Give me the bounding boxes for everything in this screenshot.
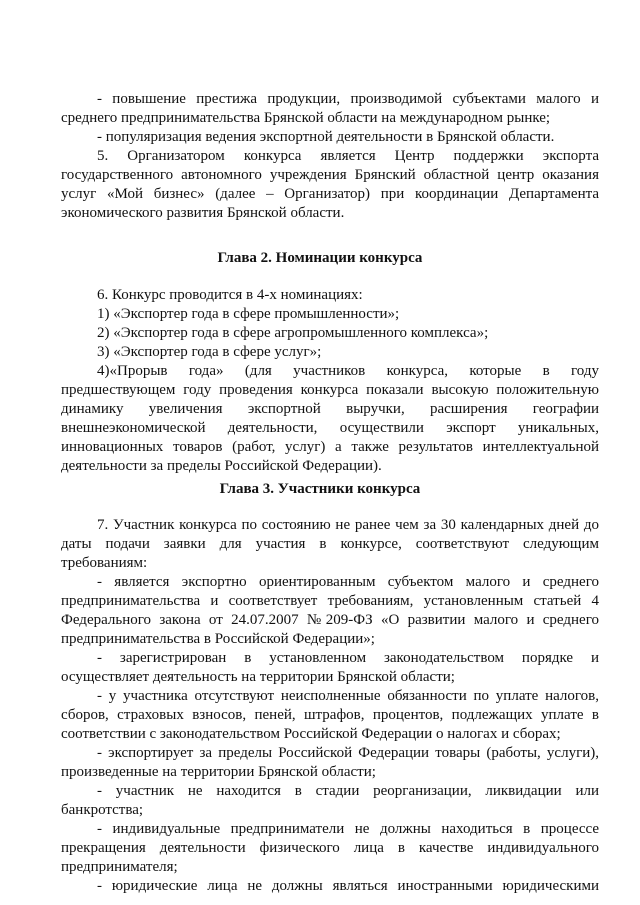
text-line: соответствии с законодательством Российской Федерации о налогах и сборах; — [61, 726, 561, 742]
text-line: - зарегистрирован в установленном законодательством порядке и — [97, 650, 599, 666]
text-line: - юридические лица не должны являться иностранными юридическими — [97, 878, 599, 894]
text-line: услуг «Мой бизнес» (далее – Организатор) при координации Департамента — [61, 186, 599, 202]
text-line: банкротства; — [61, 802, 144, 818]
text-line: динамику увеличения экспортной выручки, расширения географии — [61, 401, 599, 417]
text-line: среднего предпринимательства Брянской области на международном рынке; — [61, 110, 551, 126]
text-line: даты подачи заявки для участия в конкурсе, соответствуют следующим — [61, 536, 599, 552]
text-line: - повышение престижа продукции, производимой субъектами малого и — [97, 91, 599, 107]
text-line: осуществляет деятельность на территории Брянской области; — [61, 669, 455, 685]
text-line: Федерального закона от 24.07.2007 №209-ФЗ «О развитии малого и среднего — [61, 612, 599, 628]
text-line: - является экспортно ориентированным субъектом малого и среднего — [97, 574, 599, 590]
text-line: инновационных товаров (работ, услуг) а также результатов интеллектуальной — [61, 439, 599, 455]
text-line: сборов, страховых взносов, пеней, штрафов, процентов, подлежащих уплате в — [61, 707, 599, 723]
text-line: предпринимательства в Российской Федерации»; — [61, 631, 375, 647]
text-line: 1) «Экспортер года в сфере промышленности»; — [97, 306, 400, 322]
text-line: 4)«Прорыв года» (для участников конкурса, которые в году — [97, 363, 599, 379]
text-line: 7. Участник конкурса по состоянию не ранее чем за 30 календарных дней до — [97, 517, 599, 533]
text-line: - популяризация ведения экспортной деятельности в Брянской области. — [97, 129, 555, 145]
chapter-heading: Глава 2. Номинации конкурса — [217, 250, 423, 266]
text-line: экономического развития Брянской области. — [61, 205, 345, 221]
text-line: прекращения деятельности физического лица в качестве индивидуального — [61, 840, 599, 856]
text-line: - экспортирует за пределы Российской Федерации товары (работы, услуги), — [97, 745, 599, 761]
chapter-heading: Глава 3. Участники конкурса — [219, 481, 421, 497]
text-line: деятельности за пределы Российской Федерации). — [61, 458, 382, 474]
text-line: 2) «Экспортер года в сфере агропромышленного комплекса»; — [97, 325, 489, 341]
text-line: государственного автономного учреждения Брянский областной центр оказания — [61, 167, 599, 183]
text-line: внешнеэкономической деятельности, осуществили экспорт уникальных, — [61, 420, 599, 436]
text-line: - у участника отсутствуют неисполненные обязанности по уплате налогов, — [97, 688, 599, 704]
text-line: - индивидуальные предприниматели не должны находиться в процессе — [97, 821, 599, 837]
text-line: предпринимательства и соответствует требованиям, установленным статьей 4 — [61, 593, 599, 609]
text-line: 3) «Экспортер года в сфере услуг»; — [97, 344, 322, 360]
text-line: - участник не находится в стадии реорганизации, ликвидации или — [97, 783, 599, 799]
text-line: требованиям: — [61, 555, 148, 571]
text-line: предпринимателя; — [61, 859, 178, 875]
text-line: 6. Конкурс проводится в 4-х номинациях: — [97, 287, 363, 303]
text-line: предшествующем году проведения конкурса показали высокую положительную — [61, 382, 599, 398]
text-line: 5. Организатором конкурса является Центр поддержки экспорта — [97, 148, 599, 164]
text-line: произведенные на территории Брянской области; — [61, 764, 376, 780]
